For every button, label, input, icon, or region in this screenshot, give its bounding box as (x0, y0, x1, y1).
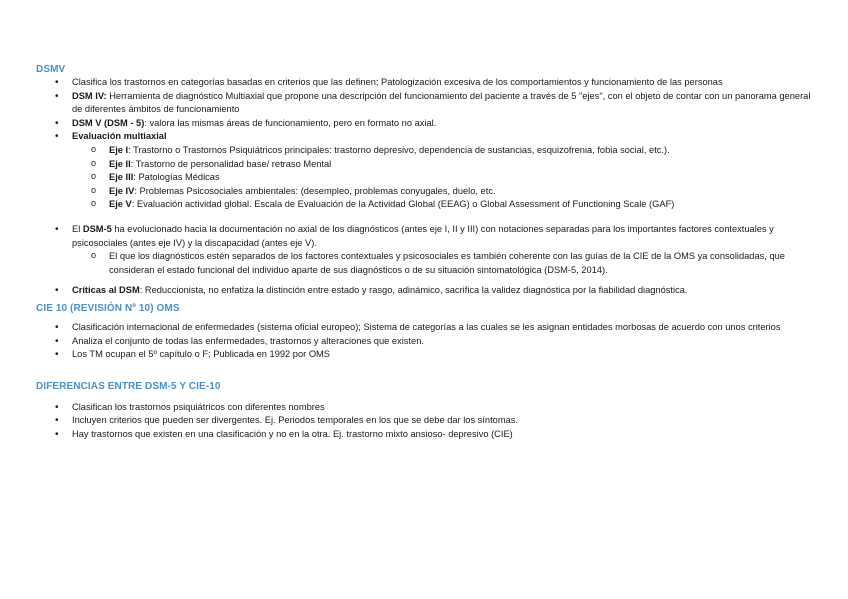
list-item: • Hay trastornos que existen en una clasificación y no en la otra. Ej. trastorno mixto ansioso- depresivo (CIE) (36, 428, 816, 442)
cie10-list (36, 321, 816, 362)
dsm5-sublist (72, 250, 816, 277)
list-item: • Incluyen criterios que pueden ser divergentes. Ej. Periodos temporales en los que se debe dar los síntomas. (36, 414, 816, 428)
list-item: • El DSM-5 ha evolucionado hacia la documentación no axial de los diagnósticos (antes eje I, II y III) con notaciones separadas para los importantes factores contextuales y psicosociales (antes eje IV) y la discapacidad (antes eje V). o El que los diagnósticos estén separados de los factores contextuales y psicosociales es también coherente con las guías de la CIE de la OMS ya consolidadas, que consideran el estado funcional del individuo aparte de sus diagnósticos o de su situación sintomatológica (DSM-5, 2014). (36, 223, 816, 277)
list-item: • Los TM ocupan el 5º capítulo o F; Publicada en 1992 por OMS (36, 348, 816, 362)
section-heading-diferencias: DIFERENCIAS ENTRE DSM-5 Y CIE-10 (36, 380, 221, 392)
list-item: • Clasifica los trastornos en categorías basadas en criterios que las definen; Patologización excesiva de los comportamientos y funcionamiento de las personas (36, 76, 816, 90)
list-item: • Clasificación internacional de enfermedades (sistema oficial europeo); Sistema de categorías a las cuales se les asignan entidades morbosas de acuerdo con unos criterios (36, 321, 816, 335)
list-item: • Evaluación multiaxial o Eje I: Trastorno o Trastornos Psiquiátricos principales: trastorno depresivo, dependencia de sustancias, esquizofrenia, fobia social, etc.). o Eje II: Trastorno de personalidad base/ retraso Mental o Eje III: Patologías Médicas o Eje IV: Problemas Psicosociales ambientales: (desempleo, problemas conyugales, duelo, etc. o Eje V: Evaluación actividad global. Escala de Evaluación de la Actividad Global (EEAG) o Global Assessment of Functioning Scale (GAF) (36, 130, 816, 212)
ejes-list (72, 144, 816, 212)
list-item: o Eje II: Trastorno de personalidad base/ retraso Mental (36, 158, 816, 172)
list-item: • Críticas al DSM: Reduccionista, no enfatiza la distinción entre estado y rasgo, adinámico, sacrifica la validez diagnóstica por la fiabilidad diagnóstica. (36, 284, 816, 298)
diferencias-list (36, 401, 816, 442)
list-item: o Eje IV: Problemas Psicosociales ambientales: (desempleo, problemas conyugales, duelo, etc. (36, 185, 816, 199)
list-item: • DSM V (DSM - 5): valora las mismas áreas de funcionamiento, pero en formato no axial. (36, 117, 816, 131)
document-page (36, 63, 816, 441)
dsmv-list (36, 76, 816, 212)
list-item: • DSM IV: Herramienta de diagnóstico Multiaxial que propone una descripción del funcionamiento del paciente a través de 5 "ejes", con el objeto de contar con un panorama general de diferentes ámbitos de funcionamiento (36, 90, 816, 117)
section-heading-dsmv: DSMV (36, 64, 66, 75)
list-item: o Eje III: Patologías Médicas (36, 171, 816, 185)
section-heading-cie10: CIE 10 (REVISIÓN Nº 10) OMS (36, 302, 180, 314)
list-item: • Clasifican los trastornos psiquiátricos con diferentes nombres (36, 401, 816, 415)
list-item: o Eje V: Evaluación actividad global. Escala de Evaluación de la Actividad Global (EEAG) o Global Assessment of Functioning Scale (GAF) (36, 198, 816, 212)
list-item: o Eje I: Trastorno o Trastornos Psiquiátricos principales: trastorno depresivo, dependencia de sustancias, esquizofrenia, fobia social, etc.). (36, 144, 816, 158)
list-item: • Analiza el conjunto de todas las enfermedades, trastornos y alteraciones que existen. (36, 335, 816, 349)
criticas-list (36, 284, 816, 298)
dsm5-list (36, 223, 816, 277)
list-item: o El que los diagnósticos estén separados de los factores contextuales y psicosociales es también coherente con las guías de la CIE de la OMS ya consolidadas, que consideran el estado funcional del individuo aparte de sus diagnósticos o de su situación sintomatológica (DSM-5, 2014). (36, 250, 816, 277)
